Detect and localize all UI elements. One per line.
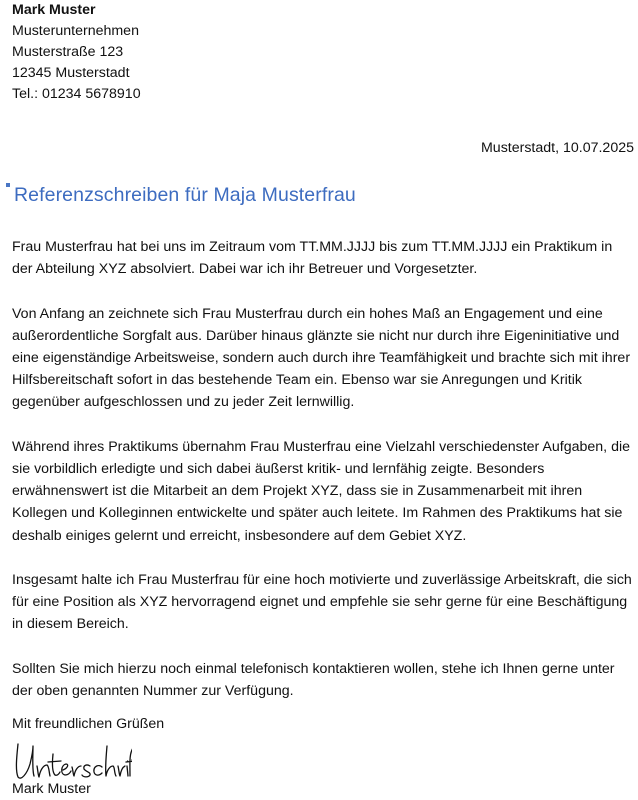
- date-line: Musterstadt, 10.07.2025: [480, 140, 634, 156]
- subject-marker: [6, 183, 10, 187]
- closing-greeting: Mit freundlichen Grüßen: [12, 716, 165, 732]
- sender-city: 12345 Musterstadt: [12, 65, 130, 81]
- sender-company: Musterunternehmen: [12, 23, 139, 39]
- body-paragraph: Frau Musterfrau hat bei uns im Zeitraum vom TT.MM.JJJJ bis zum TT.MM.JJJJ ein Praktikum in der Abteilung XYZ absolviert. Dabei war ich ihr Betreuer und Vorgesetzter.: [12, 239, 613, 278]
- handwritten-signature: [12, 740, 132, 782]
- letter-subject: Referenzschreiben für Maja Musterfrau: [14, 184, 356, 206]
- sender-street: Musterstraße 123: [12, 44, 124, 60]
- sender-address-block: [12, 0, 141, 105]
- body-paragraph: Während ihres Praktikums übernahm Frau Musterfrau eine Vielzahl verschiedenster Aufgaben, die sie vorbildlich erledigte und sich dabei äußerst kritik- und lernfähig zeigte. Besonders erwähnenswert ist die Mitarbeit an dem Projekt XYZ, dass sie in Zusammenarbeit mit ihren Kollegen und Kolleginnen entwickelte und später auch leitete. Im Rahmen des Praktikums hat sie deshalb einiges gelernt und erreicht, insbesondere auf dem Gebiet XYZ.: [12, 438, 631, 544]
- body-paragraph: Insgesamt halte ich Frau Musterfrau für eine hoch motivierte und zuverlässige Arbeitskraft, die sich für eine Position als XYZ hervorragend eignet und empfehle sie sehr gerne für eine Beschäftigung in diesem Bereich.: [12, 572, 632, 633]
- sender-phone: Tel.: 01234 5678910: [12, 86, 141, 102]
- letter-body: [12, 236, 634, 724]
- sender-name: Mark Muster: [12, 2, 96, 18]
- body-paragraph: Von Anfang an zeichnete sich Frau Musterfrau durch ein hohes Maß an Engagement und eine außerordentliche Sorgfalt aus. Darüber hinaus glänzte sie nicht nur durch ihre Eigeninitiative und eine eigenständige Arbeitsweise, sondern auch durch ihre Teamfähigkeit und brachte sich mit ihrer Hilfsbereitschaft sofort in das bestehende Team ein. Ebenso war sie Anregungen und Kritik gegenüber aufgeschlossen und zu jeder Zeit lernwillig.: [12, 305, 631, 411]
- signer-name: Mark Muster: [12, 781, 91, 797]
- body-paragraph: Sollten Sie mich hierzu noch einmal telefonisch kontaktieren wollen, stehe ich Ihnen gerne unter der oben genannten Nummer zur Verfügung.: [12, 660, 615, 699]
